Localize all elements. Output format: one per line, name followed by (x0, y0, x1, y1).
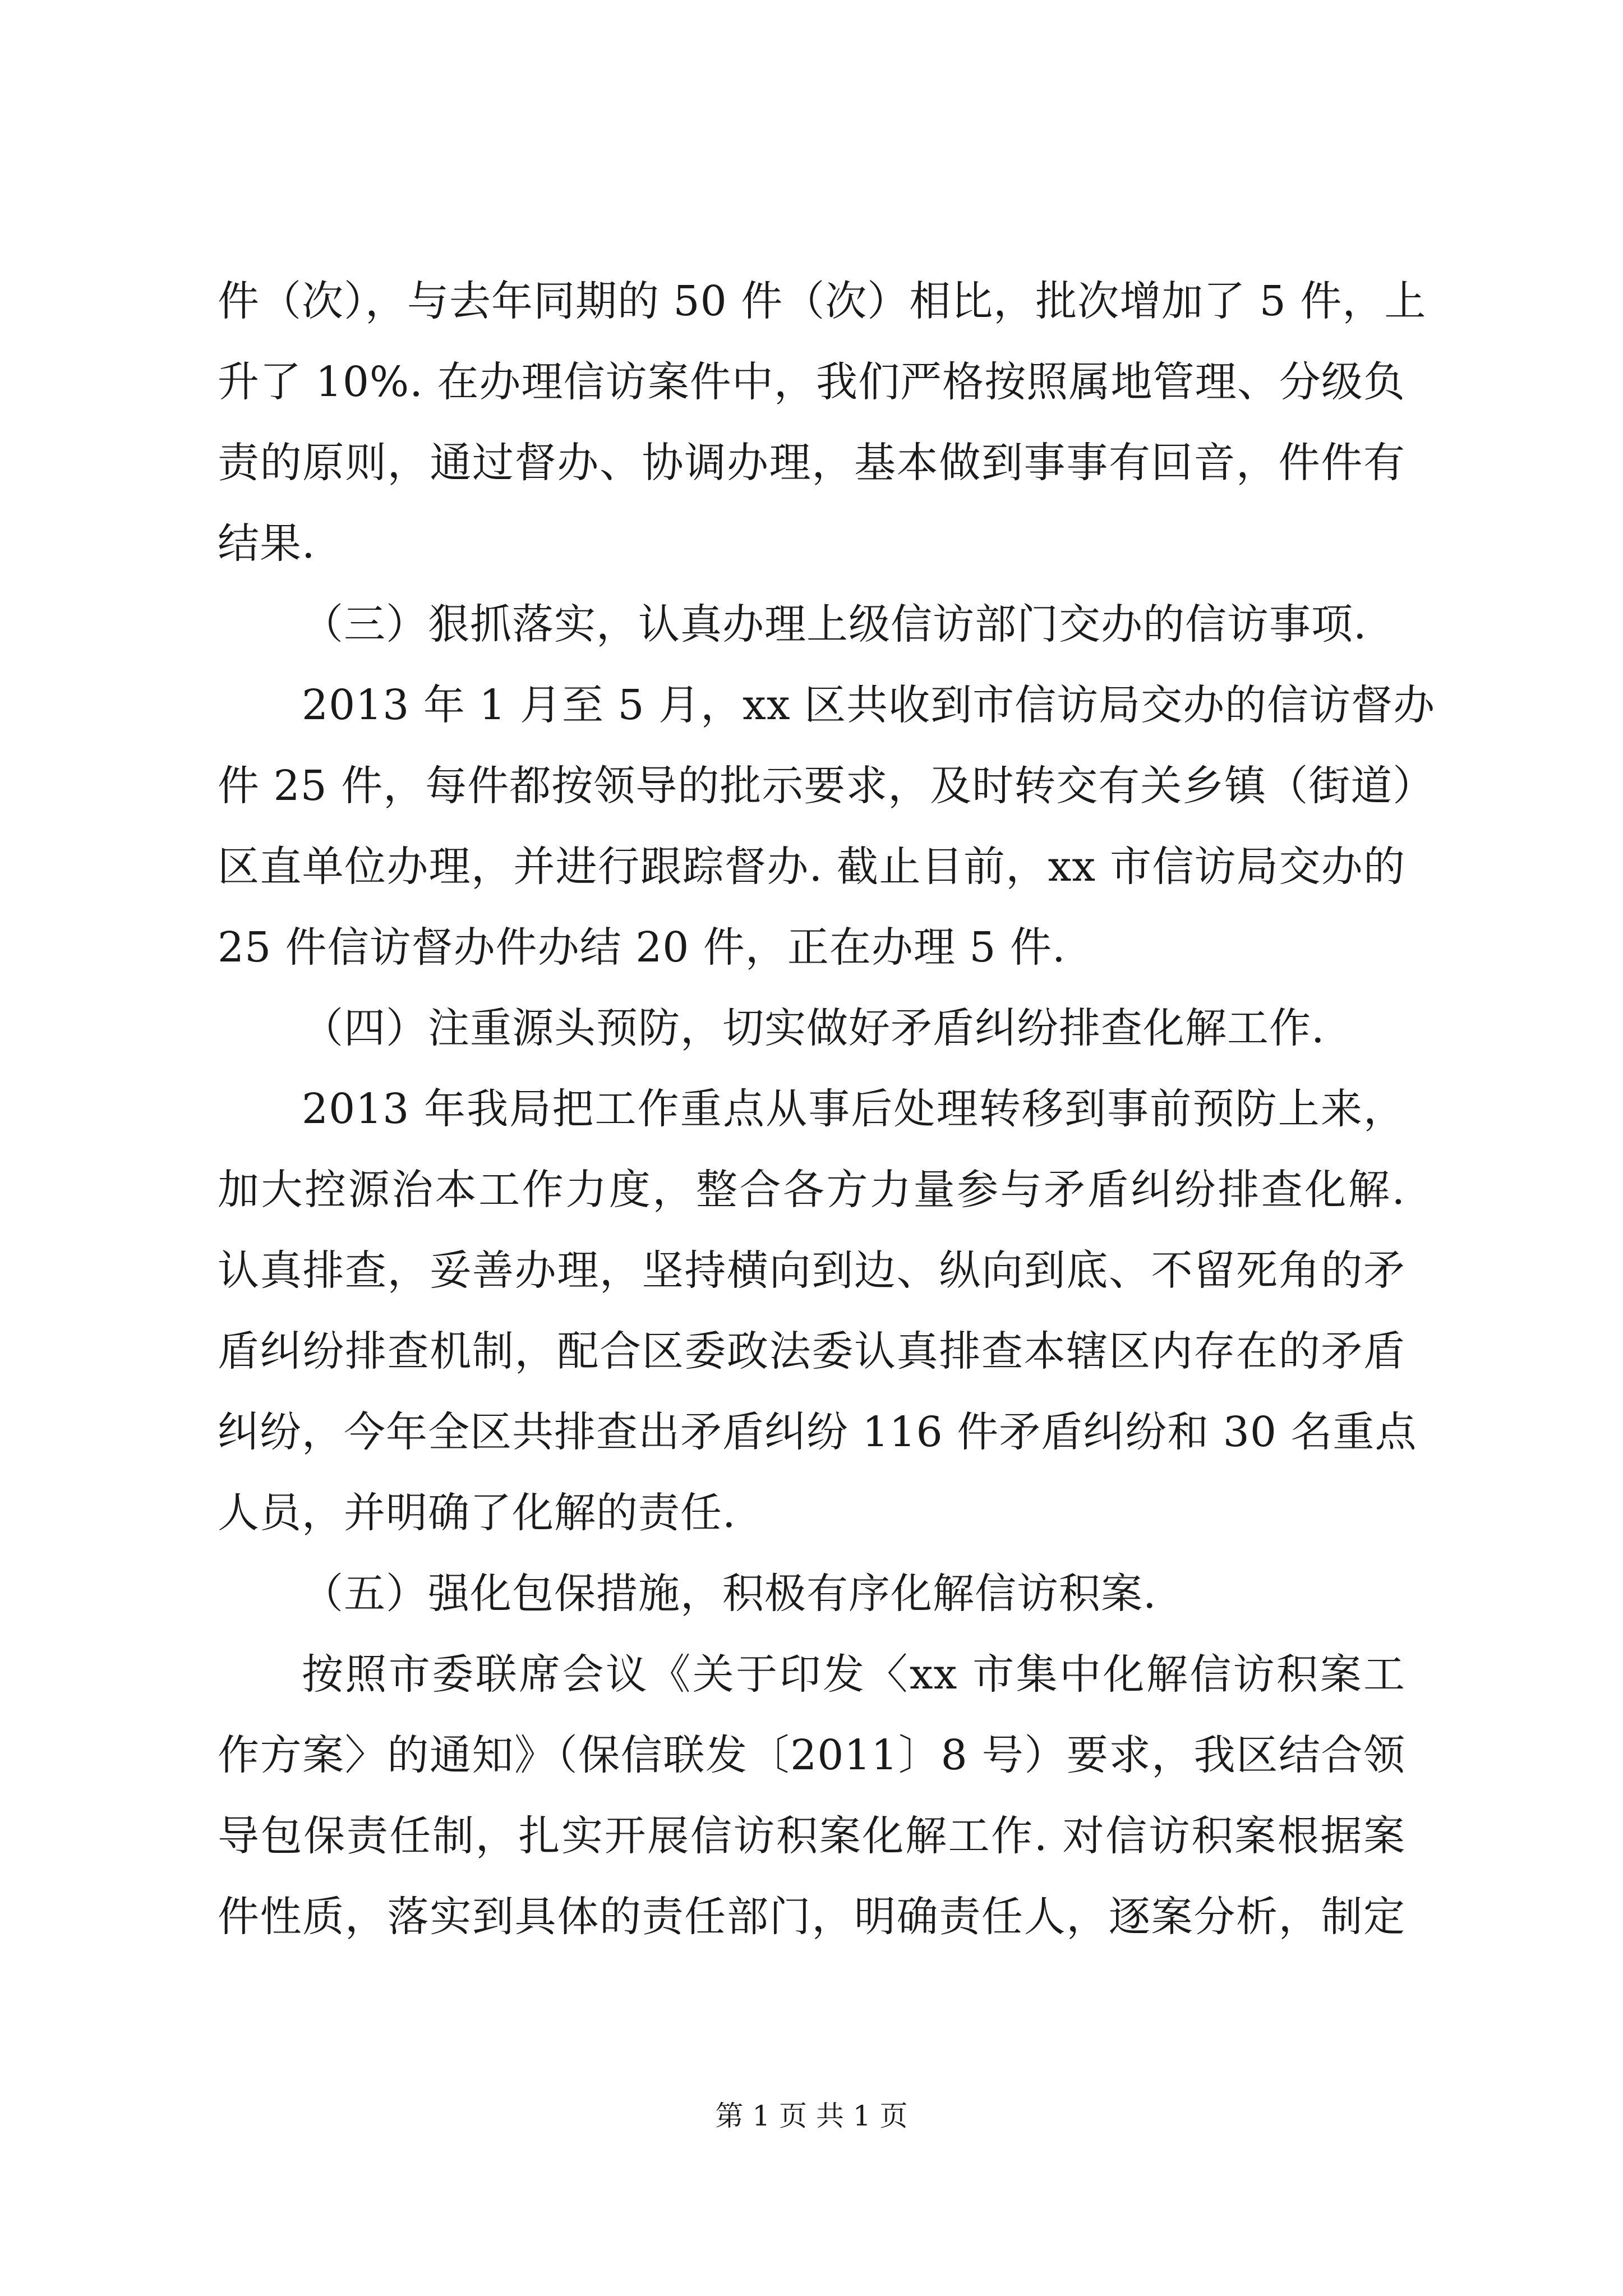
section-heading: （四）注重源头预防，切实做好矛盾纠纷排查化解工作. (302, 1004, 1325, 1052)
text-line: 责的原则，通过督办、协调办理，基本做到事事有回音，件件有 (218, 439, 1405, 487)
section-heading: （三）狠抓落实，认真办理上级信访部门交办的信访事项. (302, 600, 1367, 648)
text-line: 按照市委联席会议《关于印发〈xx 市集中化解信访积案工 (302, 1650, 1405, 1699)
text-line: 人员，并明确了化解的责任. (218, 1489, 736, 1537)
text-line: 导包保责任制，扎实开展信访积案化解工作. 对信访积案根据案 (218, 1812, 1405, 1860)
text-line: 件性质，落实到具体的责任部门，明确责任人，逐案分析，制定 (218, 1893, 1405, 1941)
text-line: 2013 年 1 月至 5 月，xx 区共收到市信访局交办的信访督办 (302, 681, 1436, 729)
text-line: 纠纷，今年全区共排查出矛盾纠纷 116 件矛盾纠纷和 30 名重点 (218, 1408, 1417, 1456)
text-line: 区直单位办理，并进行跟踪督办. 截止目前，xx 市信访局交办的 (218, 843, 1405, 891)
text-line: 升了 10%. 在办理信访案件中，我们严格按照属地管理、分级负 (218, 358, 1405, 406)
text-line: 认真排查，妥善办理，坚持横向到边、纵向到底、不留死角的矛 (218, 1246, 1405, 1295)
text-line: 盾纠纷排查机制，配合区委政法委认真排查本辖区内存在的矛盾 (218, 1327, 1405, 1375)
text-line: 2013 年我局把工作重点从事后处理转移到事前预防上来， (302, 1085, 1405, 1133)
text-line: 件（次），与去年同期的 50 件（次）相比，批次增加了 5 件，上 (218, 277, 1427, 325)
text-line: 结果. (218, 519, 316, 568)
section-heading: （五）强化包保措施，积极有序化解信访积案. (302, 1570, 1157, 1618)
document-body (218, 261, 1436, 1957)
page-number-footer: 第 1 页 共 1 页 (715, 2100, 908, 2132)
text-line: 作方案〉的通知》（保信联发〔2011〕8 号）要求，我区结合领 (218, 1731, 1405, 1779)
text-line: 件 25 件，每件都按领导的批示要求，及时转交有关乡镇（街道） (218, 762, 1435, 810)
text-line: 加大控源治本工作力度，整合各方力量参与矛盾纠纷排查化解. (218, 1166, 1405, 1214)
text-line: 25 件信访督办件办结 20 件，正在办理 5 件. (218, 923, 1066, 972)
